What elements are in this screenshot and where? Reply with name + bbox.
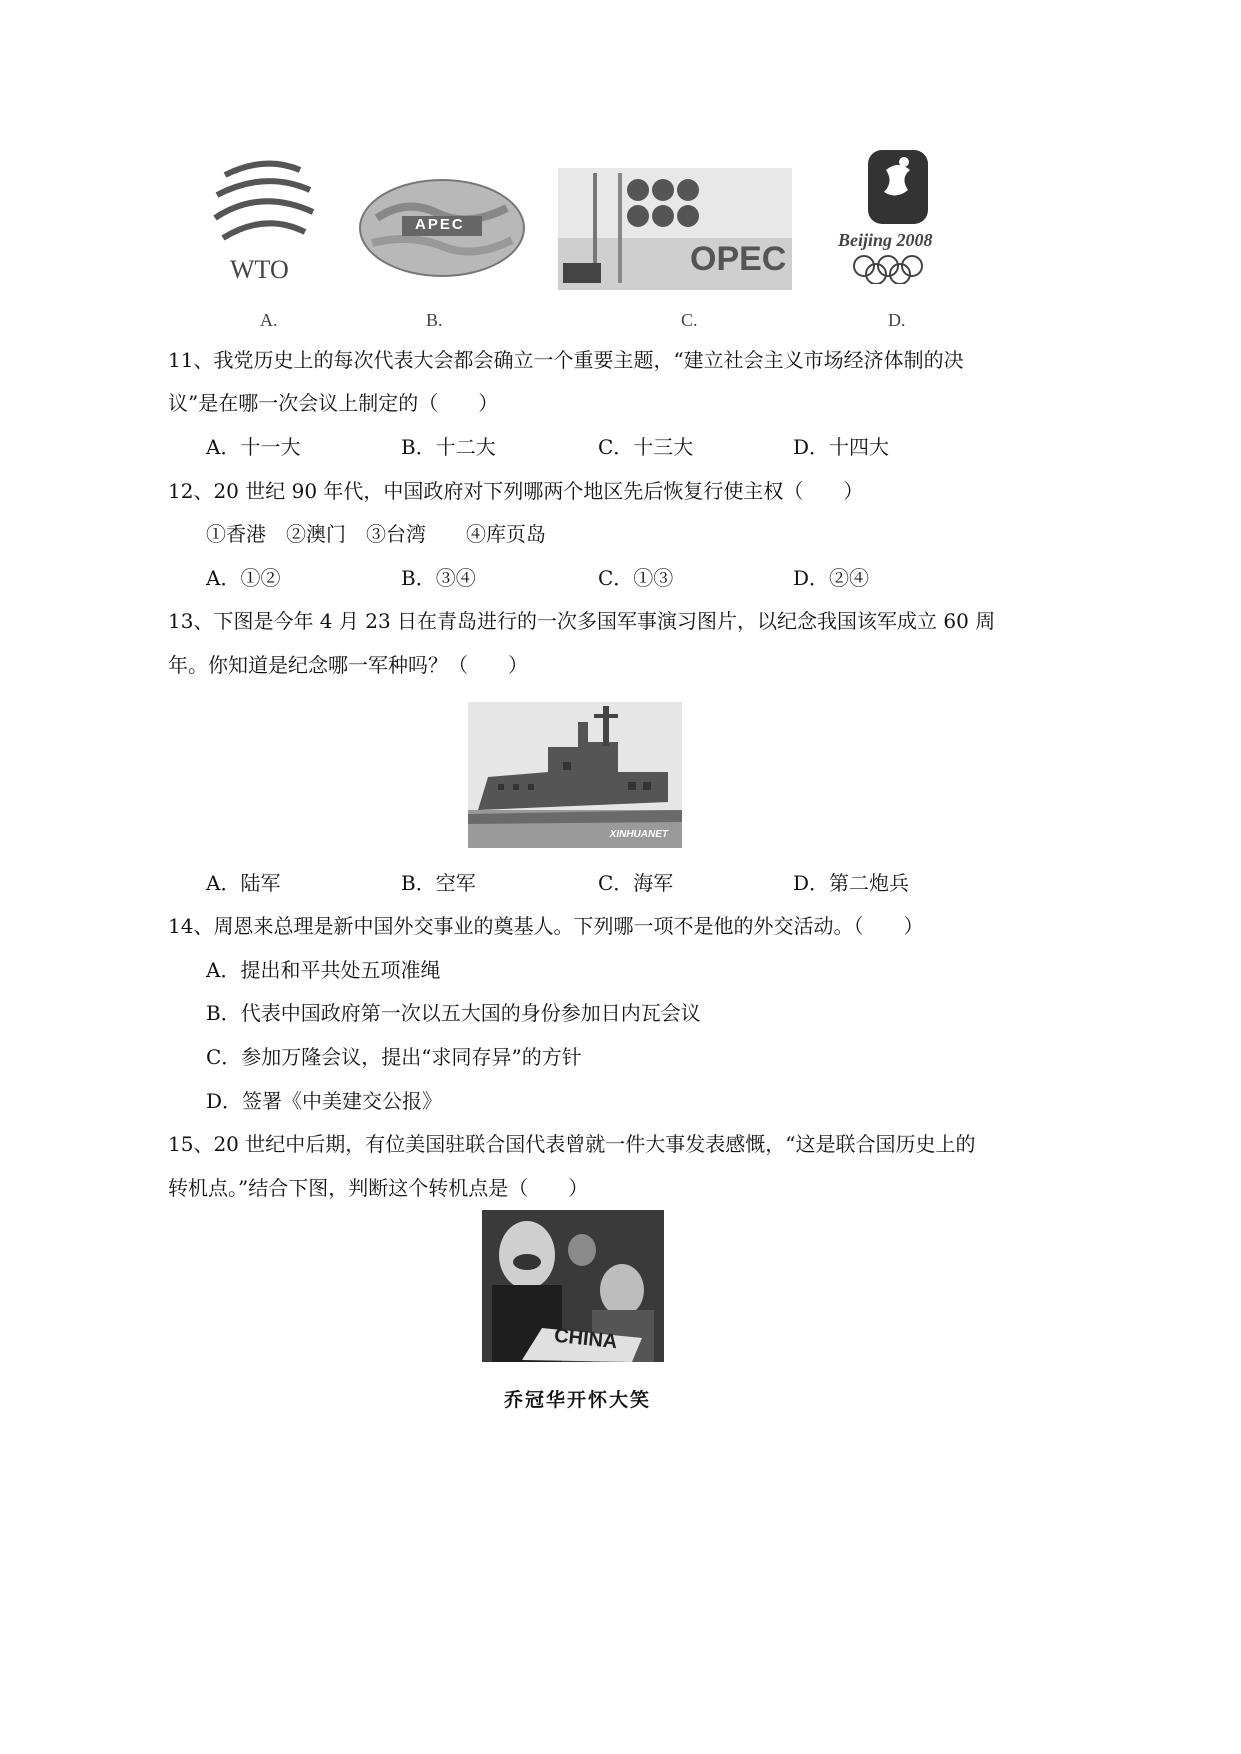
q11-line-2: 议”是在哪一次会议上制定的（ ）: [168, 391, 499, 415]
q12-option-b: B．③④: [401, 566, 476, 590]
apec-text: APEC: [415, 216, 465, 233]
q14-option-a: A．提出和平共处五项准绳: [206, 958, 441, 982]
q14-line-1: 14、周恩来总理是新中国外交事业的奠基人。下列哪一项不是他的外交活动。（ ）: [168, 914, 924, 938]
q12-option-c: C．①③: [598, 566, 674, 590]
option-letter-c: C.: [681, 310, 698, 330]
q13-option-b: B．空军: [401, 871, 476, 895]
opec-text: OPEC: [690, 240, 787, 278]
watermark-text: XINHUANET: [609, 829, 668, 840]
q14-option-c: C．参加万隆会议，提出“求同存异”的方针: [206, 1045, 582, 1069]
olympic-rings-icon: [846, 254, 962, 284]
beijing-2008-text: Beijing 2008: [838, 230, 933, 250]
q12-line-1: 12、20 世纪 90 年代，中国政府对下列哪两个地区先后恢复行使主权（ ）: [168, 479, 864, 503]
q15-line-2: 转机点。”结合下图，判断这个转机点是（ ）: [168, 1176, 589, 1200]
q11-option-b: B．十二大: [401, 435, 496, 459]
q11-option-d: D．十四大: [793, 435, 890, 459]
warship-image: [468, 702, 682, 848]
qiao-guanhua-photo: [482, 1210, 664, 1362]
option-letter-a: A.: [260, 310, 278, 330]
apec-logo: [357, 178, 527, 278]
dancing-beijing-icon: [838, 148, 954, 238]
q11-option-c: C．十三大: [598, 435, 694, 459]
beijing-2008-logo: [838, 148, 954, 284]
q11-line-1: 11、我党历史上的每次代表大会都会确立一个重要主题，“建立社会主义市场经济体制的决: [168, 348, 964, 372]
q15-line-1: 15、20 世纪中后期，有位美国驻联合国代表曾就一件大事发表感慨，“这是联合国历史上的: [168, 1132, 976, 1156]
q13-option-d: D．第二炮兵: [793, 871, 910, 895]
china-nameplate: CHINA: [553, 1324, 619, 1354]
photo-caption: 乔冠华开怀大笑: [504, 1389, 652, 1411]
wto-logo: [205, 150, 325, 285]
wto-text: WTO: [230, 255, 289, 284]
q13-line-2: 年。你知道是纪念哪一军种吗？（ ）: [168, 653, 528, 677]
q14-option-d: D．签署《中美建交公报》: [206, 1089, 443, 1113]
option-letter-d: D.: [888, 310, 906, 330]
q11-option-a: A．十一大: [206, 435, 301, 459]
option-letter-b: B.: [426, 310, 443, 330]
warship-photo: [468, 702, 682, 848]
q13-line-1: 13、下图是今年 4 月 23 日在青岛进行的一次多国军事演习图片，以纪念我国该军成立 60 周: [168, 609, 996, 633]
opec-logo: [558, 168, 792, 290]
q13-option-c: C．海军: [598, 871, 674, 895]
q14-option-b: B．代表中国政府第一次以五大国的身份参加日内瓦会议: [206, 1001, 701, 1025]
q12-option-d: D．②④: [793, 566, 870, 590]
q12-items: ①香港 ②澳门 ③台湾 ④库页岛: [206, 522, 546, 546]
q12-option-a: A．①②: [206, 566, 281, 590]
q13-option-a: A．陆军: [206, 871, 281, 895]
